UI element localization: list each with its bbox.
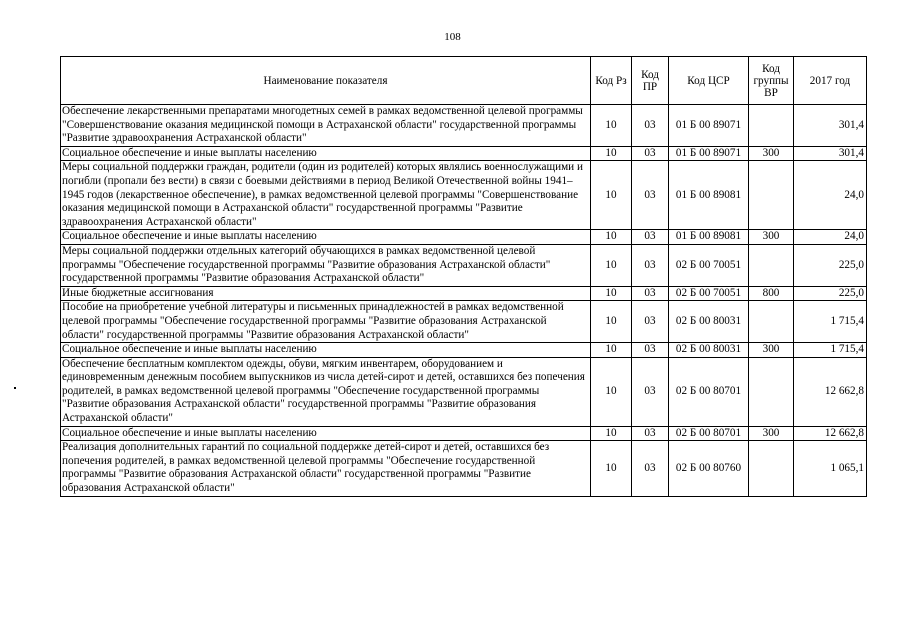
header-rz: Код Рз — [591, 57, 632, 105]
row-name: Социальное обеспечение и иные выплаты населению — [61, 426, 591, 441]
row-csr: 01 Б 00 89071 — [669, 105, 749, 147]
row-vr — [749, 161, 794, 230]
row-csr: 02 Б 00 80031 — [669, 301, 749, 343]
row-pr: 03 — [632, 230, 669, 245]
table-row — [61, 286, 867, 301]
row-pr: 03 — [632, 161, 669, 230]
table-header-row — [61, 57, 867, 105]
row-rz: 10 — [591, 441, 632, 496]
row-rz: 10 — [591, 230, 632, 245]
header-vr: Код группы ВР — [749, 57, 794, 105]
row-rz: 10 — [591, 161, 632, 230]
margin-mark — [14, 387, 16, 389]
row-pr: 03 — [632, 146, 669, 161]
row-amount: 225,0 — [794, 286, 867, 301]
row-csr: 01 Б 00 89071 — [669, 146, 749, 161]
row-pr: 03 — [632, 301, 669, 343]
row-pr: 03 — [632, 286, 669, 301]
table-row — [61, 301, 867, 343]
row-amount: 1 715,4 — [794, 343, 867, 358]
row-name: Социальное обеспечение и иные выплаты населению — [61, 343, 591, 358]
header-year: 2017 год — [794, 57, 867, 105]
table-row — [61, 426, 867, 441]
row-vr — [749, 105, 794, 147]
table-row — [61, 244, 867, 286]
row-amount: 12 662,8 — [794, 357, 867, 426]
row-pr: 03 — [632, 343, 669, 358]
table-row — [61, 230, 867, 245]
row-name: Меры социальной поддержки отдельных категорий обучающихся в рамках ведомственной целевой программы "Обеспечение государственной программы "Развитие образования Астраханской области" государственной программы "Развитие образования Астраханской области" — [61, 244, 591, 286]
header-csr: Код ЦСР — [669, 57, 749, 105]
row-csr: 02 Б 00 70051 — [669, 286, 749, 301]
row-amount: 301,4 — [794, 146, 867, 161]
row-name: Социальное обеспечение и иные выплаты населению — [61, 146, 591, 161]
row-rz: 10 — [591, 343, 632, 358]
row-vr — [749, 244, 794, 286]
row-vr — [749, 357, 794, 426]
row-amount: 225,0 — [794, 244, 867, 286]
row-name: Пособие на приобретение учебной литературы и письменных принадлежностей в рамках ведомственной целевой программы "Обеспечение государственной программы "Развитие образования Астраханской области" государственной программы "Развитие образования Астраханской области" — [61, 301, 591, 343]
row-rz: 10 — [591, 426, 632, 441]
row-pr: 03 — [632, 244, 669, 286]
row-rz: 10 — [591, 286, 632, 301]
table-row — [61, 146, 867, 161]
row-csr: 02 Б 00 80701 — [669, 357, 749, 426]
row-vr: 300 — [749, 343, 794, 358]
row-csr: 01 Б 00 89081 — [669, 161, 749, 230]
row-vr: 300 — [749, 426, 794, 441]
row-csr: 02 Б 00 80760 — [669, 441, 749, 496]
row-rz: 10 — [591, 301, 632, 343]
row-rz: 10 — [591, 357, 632, 426]
budget-table — [60, 56, 867, 497]
table-row — [61, 161, 867, 230]
row-pr: 03 — [632, 105, 669, 147]
row-csr: 02 Б 00 80701 — [669, 426, 749, 441]
row-name: Обеспечение лекарственными препаратами многодетных семей в рамках ведомственной целевой программы "Совершенствование оказания медицинской помощи в Астраханской области" государственной программы "Развитие здравоохранения Астраханской области" — [61, 105, 591, 147]
row-rz: 10 — [591, 146, 632, 161]
table-row — [61, 105, 867, 147]
row-csr: 01 Б 00 89081 — [669, 230, 749, 245]
row-amount: 24,0 — [794, 161, 867, 230]
row-amount: 12 662,8 — [794, 426, 867, 441]
table-row — [61, 343, 867, 358]
row-vr: 300 — [749, 146, 794, 161]
row-amount: 301,4 — [794, 105, 867, 147]
page-number: 108 — [444, 31, 461, 43]
row-vr: 800 — [749, 286, 794, 301]
row-rz: 10 — [591, 105, 632, 147]
row-name: Меры социальной поддержки граждан, родители (один из родителей) которых являлись военнослужащими и погибли (пропали без вести) в связи с боевыми действиями в период Великой Отечественной войны 1941–1945 годов (лекарственное обеспечение), в рамках ведомственной целевой программы "Совершенствование оказания медицинской помощи в Астраханской области" государственной программы "Развитие здравоохранения Астраханской области" — [61, 161, 591, 230]
header-name: Наименование показателя — [61, 57, 591, 105]
row-name: Социальное обеспечение и иные выплаты населению — [61, 230, 591, 245]
row-pr: 03 — [632, 357, 669, 426]
row-name: Реализация дополнительных гарантий по социальной поддержке детей-сирот и детей, оставшихся без попечения родителей, в рамках ведомственной целевой программы "Обеспечение государственной программы "Развитие образования Астраханской области" государственной программы "Развитие образования Астраханской области" — [61, 441, 591, 496]
row-amount: 1 715,4 — [794, 301, 867, 343]
row-amount: 24,0 — [794, 230, 867, 245]
row-amount: 1 065,1 — [794, 441, 867, 496]
table-row — [61, 441, 867, 496]
row-csr: 02 Б 00 70051 — [669, 244, 749, 286]
row-pr: 03 — [632, 426, 669, 441]
row-name: Обеспечение бесплатным комплектом одежды, обуви, мягким инвентарем, оборудованием и единовременным денежным пособием выпускников из числа детей-сирот и детей, оставшихся без попечения родителей, в рамках ведомственной целевой программы "Обеспечение государственной программы "Развитие образования Астраханской области" государственной программы "Развитие образования Астраханской области" — [61, 357, 591, 426]
table-row — [61, 357, 867, 426]
row-csr: 02 Б 00 80031 — [669, 343, 749, 358]
row-name: Иные бюджетные ассигнования — [61, 286, 591, 301]
row-rz: 10 — [591, 244, 632, 286]
row-vr: 300 — [749, 230, 794, 245]
row-vr — [749, 301, 794, 343]
row-pr: 03 — [632, 441, 669, 496]
row-vr — [749, 441, 794, 496]
header-pr: Код ПР — [632, 57, 669, 105]
